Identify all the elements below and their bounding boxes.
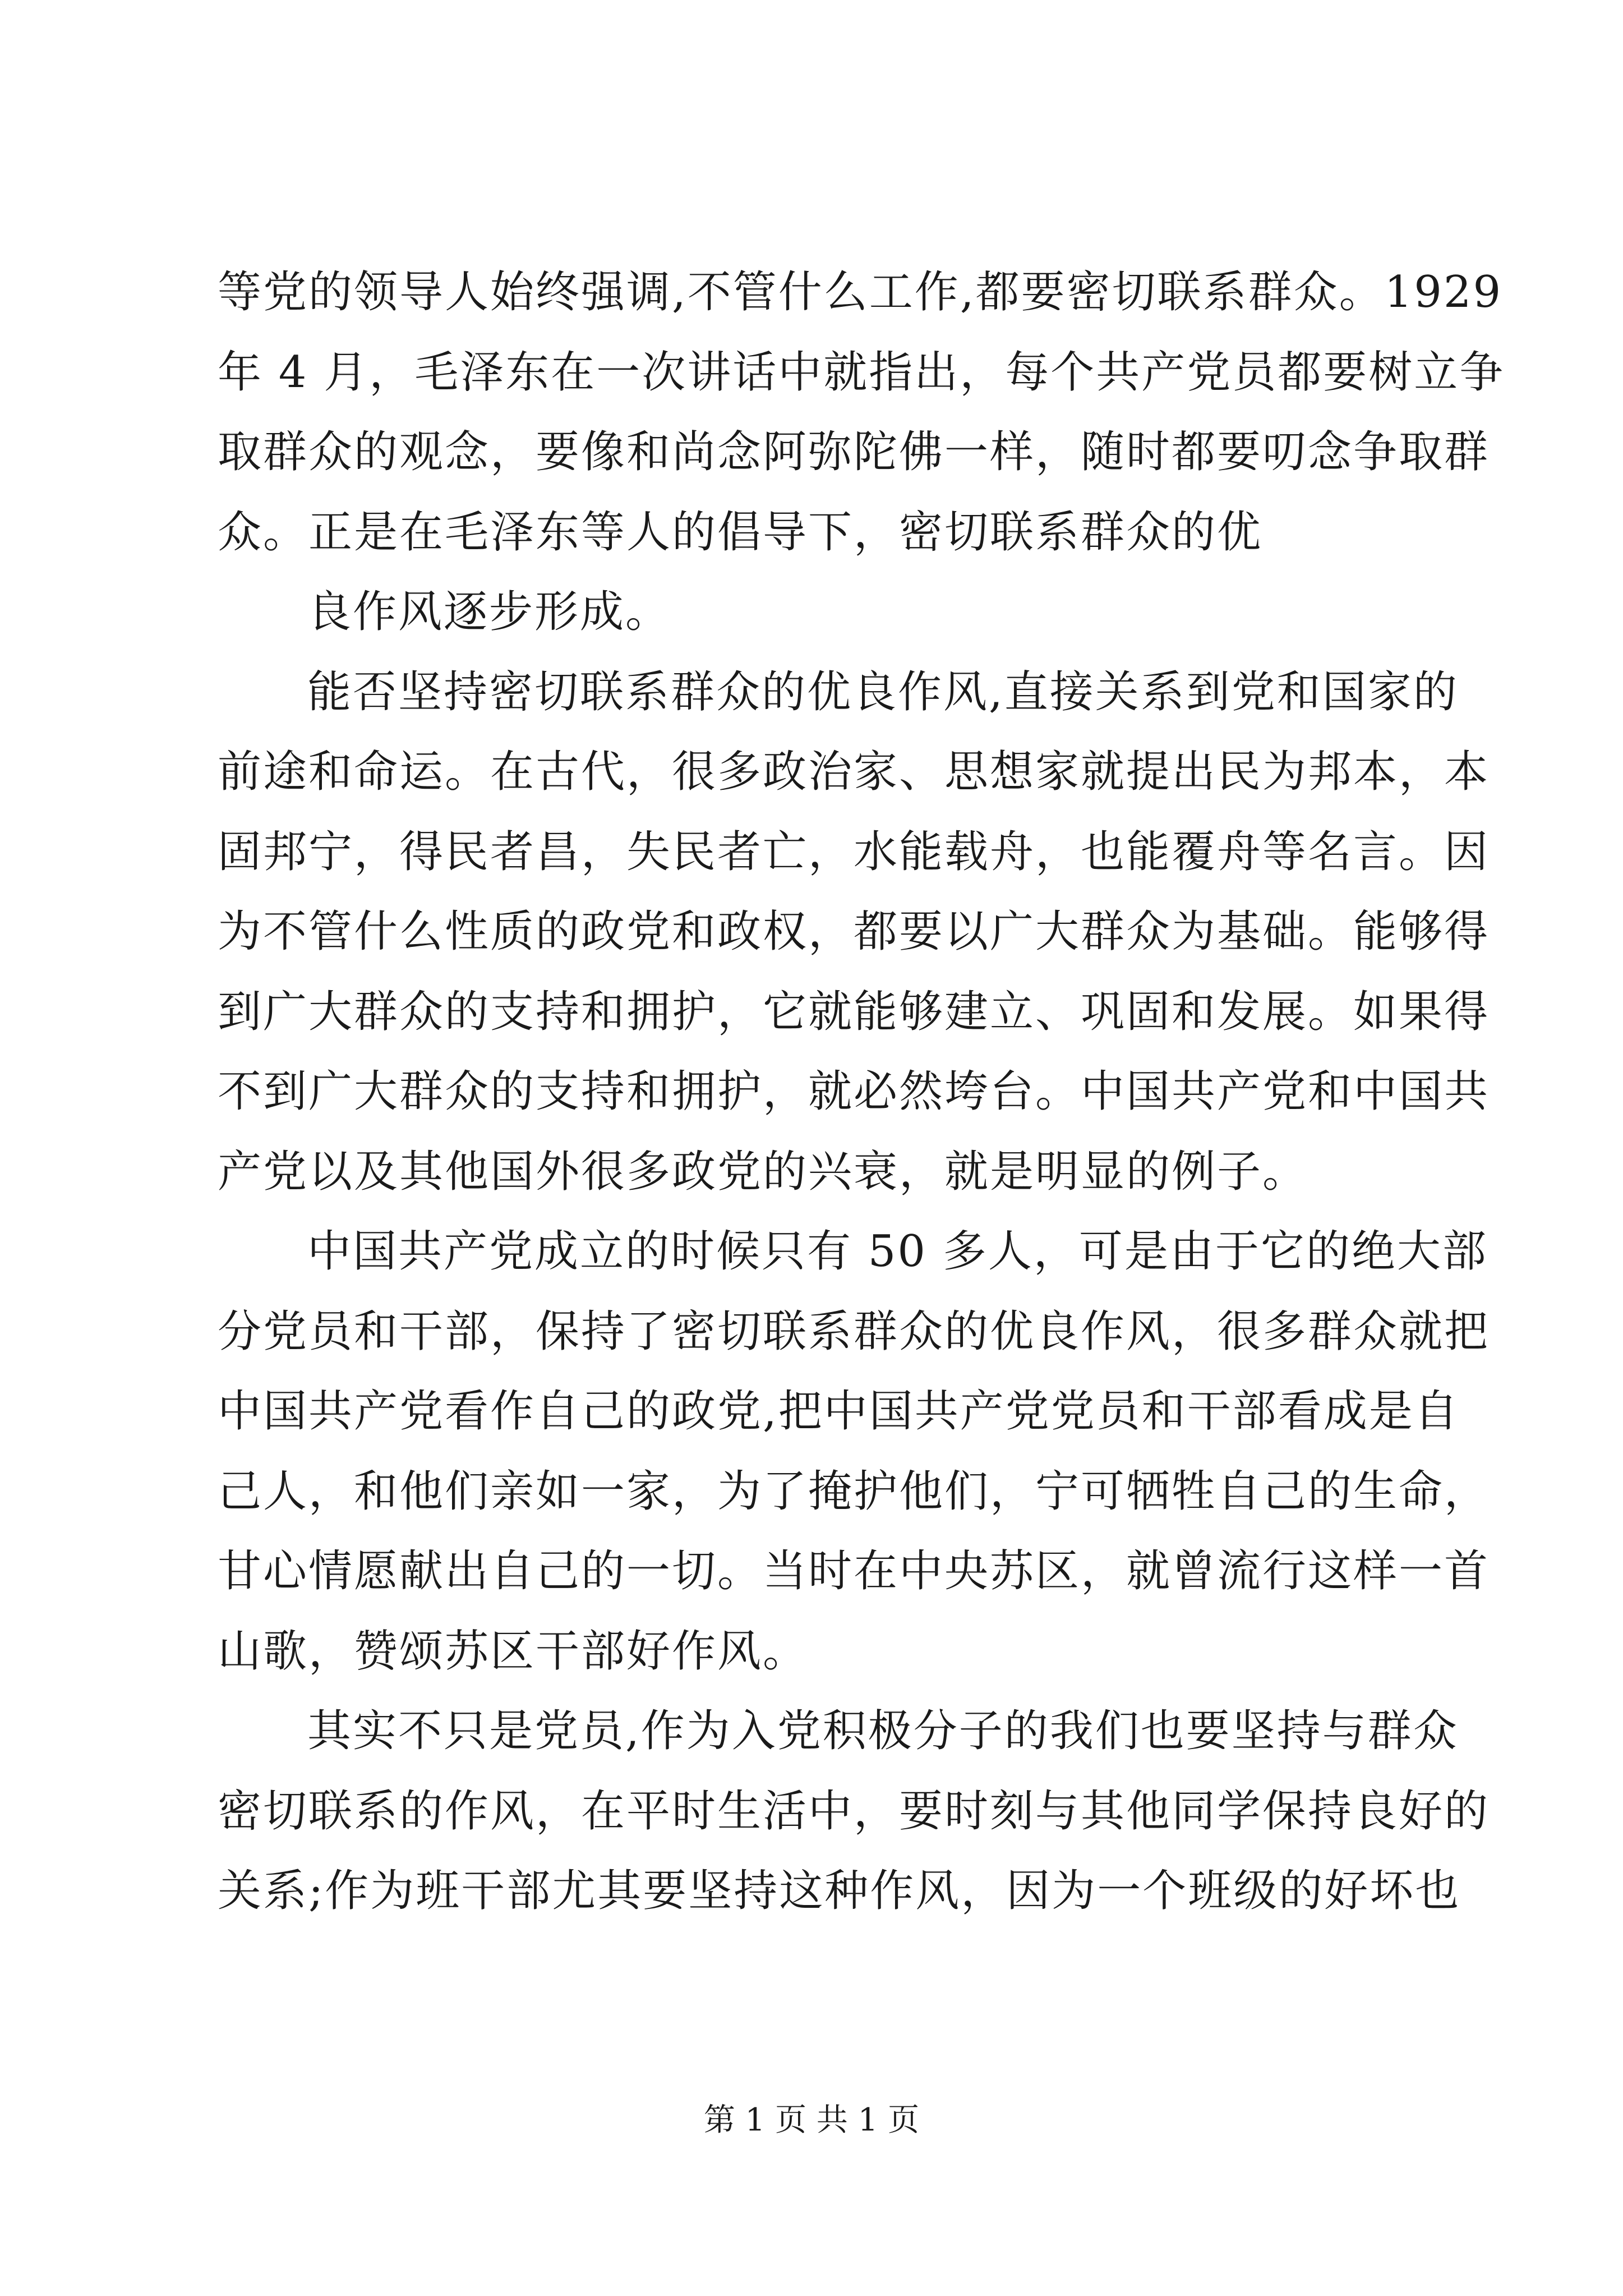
text-line: 密切联系的作风，在平时生活中，要时刻与其他同学保持良好的 (218, 1786, 1490, 1837)
text-line: 中国共产党成立的时候只有 50 多人，可是由于它的绝大部 (307, 1226, 1488, 1277)
text-line: 固邦宁，得民者昌，失民者亡，水能载舟，也能覆舟等名言。因 (218, 826, 1490, 877)
text-line: 到广大群众的支持和拥护，它就能够建立、巩固和发展。如果得 (218, 986, 1490, 1037)
text-line: 产党以及其他国外很多政党的兴衰，就是明显的例子。 (218, 1146, 1308, 1197)
text-line: 等党的领导人始终强调,不管什么工作,都要密切联系群众。1929 (218, 267, 1503, 318)
text-line: 山歌，赞颂苏区干部好作风。 (218, 1626, 809, 1677)
text-line: 己人，和他们亲如一家，为了掩护他们，宁可牺牲自己的生命， (218, 1466, 1490, 1517)
text-line: 分党员和干部，保持了密切联系群众的优良作风，很多群众就把 (218, 1306, 1490, 1357)
text-line: 中国共产党看作自己的政党,把中国共产党党员和干部看成是自 (218, 1386, 1460, 1437)
text-line: 关系;作为班干部尤其要坚持这种作风，因为一个班级的好坏也 (218, 1866, 1461, 1916)
text-line: 能否坚持密切联系群众的优良作风,直接关系到党和国家的 (307, 666, 1459, 717)
text-line: 不到广大群众的支持和拥护，就必然垮台。中国共产党和中国共 (218, 1066, 1490, 1117)
page-number: 第 1 页 共 1 页 (703, 2102, 920, 2138)
text-line: 其实不只是党员,作为入党积极分子的我们也要坚持与群众 (307, 1706, 1459, 1756)
text-line: 取群众的观念，要像和尚念阿弥陀佛一样，随时都要叨念争取群 (218, 427, 1490, 477)
text-line: 众。正是在毛泽东等人的倡导下，密切联系群众的优 (218, 507, 1263, 558)
text-line: 为不管什么性质的政党和政权，都要以广大群众为基础。能够得 (218, 907, 1490, 957)
text-line: 甘心情愿献出自己的一切。当时在中央苏区，就曾流行这样一首 (218, 1546, 1490, 1596)
text-line: 良作风逐步形成。 (307, 587, 671, 637)
text-line: 年 4 月，毛泽东在一次讲话中就指出，每个共产党员都要树立争 (218, 347, 1505, 398)
body-text (218, 252, 1505, 1931)
text-line: 前途和命运。在古代，很多政治家、思想家就提出民为邦本，本 (218, 747, 1490, 797)
page-footer (0, 2101, 1623, 2140)
